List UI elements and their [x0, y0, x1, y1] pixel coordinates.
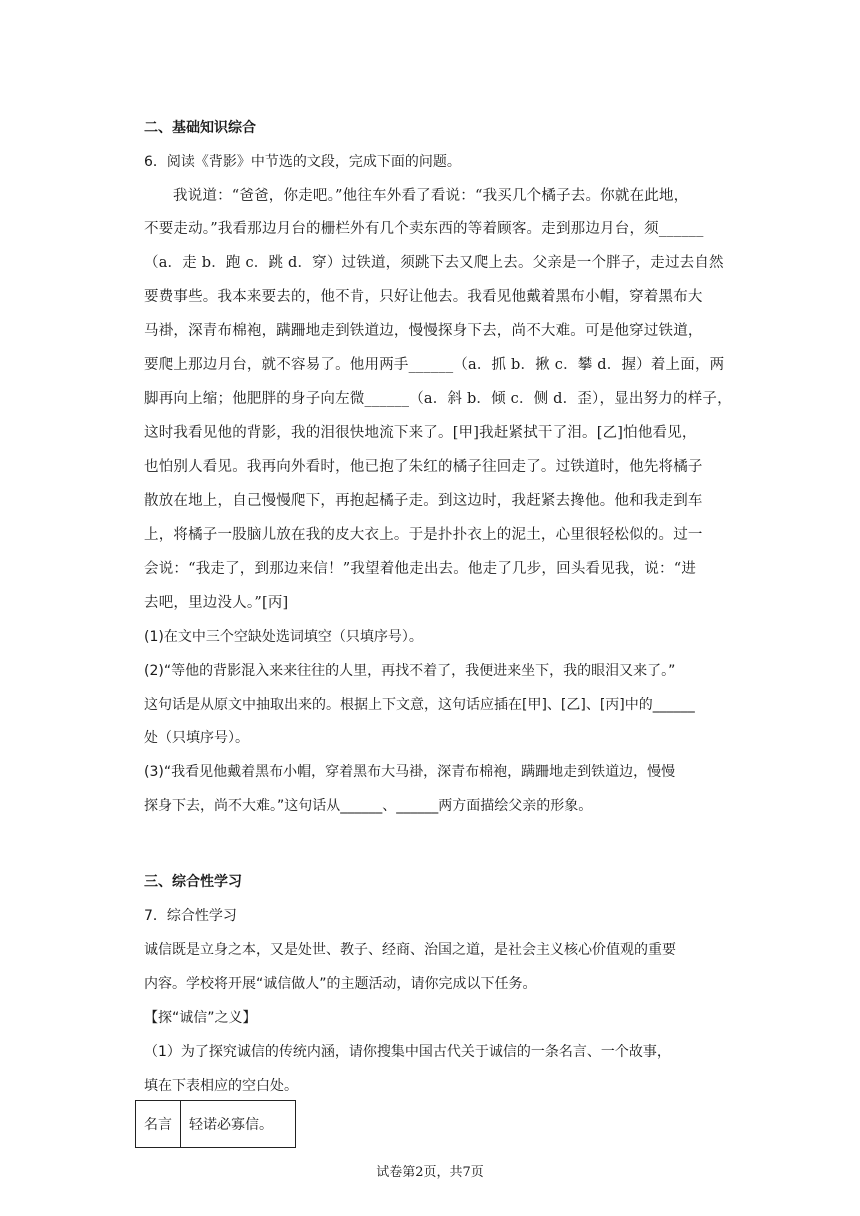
intro-line: 诚信既是立身之本，又是处世、教子、经商、治国之道，是社会主义核心价值观的重要	[144, 942, 676, 958]
table-label-cell: 名言	[136, 1101, 181, 1148]
page-footer: 试卷第2页，共7页	[376, 1165, 484, 1180]
sub-question-3-line: 探身下去，尚不大难。”这句话从______、______两方面描绘父亲的形象。	[144, 798, 593, 814]
sub-question-3-line: (3)“我看见他戴着黑布小帽，穿着黑布大马褂，深青布棉袍，蹒跚地走到铁道边，慢慢	[144, 764, 676, 780]
passage-line: 散放在地上，自己慢慢爬下，再抱起橘子走。到这边时，我赶紧去搀他。他和我走到车	[144, 493, 703, 509]
task-heading: 【探“诚信”之义】	[144, 1010, 257, 1026]
passage-line: 不要走动。”我看那边月台的栅栏外有几个卖东西的等着顾客。走到那边月台，须______	[144, 221, 704, 237]
passage-line: 脚再向上缩；他肥胖的身子向左微______（a．斜 b．倾 c．侧 d．歪），显出努力的样子，	[144, 391, 732, 407]
passage-line: 要爬上那边月台，就不容易了。他用两手______（a．抓 b．揪 c．攀 d．握）着上面，两	[144, 357, 725, 373]
table-row	[136, 1101, 296, 1148]
passage-line: 上，将橘子一股脑儿放在我的皮大衣上。于是扑扑衣上的泥土，心里很轻松似的。过一	[144, 527, 703, 543]
task-1-line: 填在下表相应的空白处。	[144, 1078, 298, 1094]
section-heading-basic-knowledge: 二、基础知识综合	[144, 120, 256, 136]
integrity-table	[135, 1100, 296, 1148]
question-7-stem: 7．综合性学习	[144, 908, 237, 924]
passage-line: 去吧，里边没人。”[丙]	[144, 595, 289, 611]
section-heading-comprehensive-study: 三、综合性学习	[144, 874, 242, 890]
task-1-line: （1）为了探究诚信的传统内涵，请你搜集中国古代关于诚信的一条名言、一个故事，	[144, 1044, 671, 1060]
passage-line: 也怕别人看见。我再向外看时，他已抱了朱红的橘子往回走了。过铁道时，他先将橘子	[144, 459, 703, 475]
sub-question-2-line: 处（只填序号）。	[144, 730, 249, 746]
sub-question-1: (1)在文中三个空缺处选词填空（只填序号）。	[144, 629, 423, 645]
passage-line: 这时我看见他的背影，我的泪很快地流下来了。[甲]我赶紧拭干了泪。[乙]怕他看见，	[144, 425, 697, 441]
passage-line: （a．走 b．跑 c．跳 d．穿）过铁道，须跳下去又爬上去。父亲是一个胖子，走过去自然	[144, 255, 724, 271]
question-6-stem: 6．阅读《背影》中节选的文段，完成下面的问题。	[144, 154, 461, 170]
intro-line: 内容。学校将开展“诚信做人”的主题活动，请你完成以下任务。	[144, 976, 537, 992]
passage-line: 马褂，深青布棉袍，蹒跚地走到铁道边，慢慢探身下去，尚不大难。可是他穿过铁道，	[144, 323, 703, 339]
passage-line: 要费事些。我本来要去的，他不肯，只好让他去。我看见他戴着黑布小帽，穿着黑布大	[144, 289, 703, 305]
passage-line: 会说：“我走了，到那边来信！”我望着他走出去。他走了几步，回头看见我，说：“进	[144, 561, 697, 577]
table-value-cell: 轻诺必寡信。	[181, 1101, 296, 1148]
sub-question-2-line: (2)“等他的背影混入来来往往的人里，再找不着了，我便进来坐下，我的眼泪又来了。”	[144, 663, 676, 679]
sub-question-2-line: 这句话是从原文中抽取出来的。根据上下文意，这句话应插在[甲]、[乙]、[丙]中的______	[144, 697, 695, 713]
passage-line: 我说道：“爸爸，你走吧。”他往车外看了看说：“我买几个橘子去。你就在此地，	[173, 188, 689, 204]
